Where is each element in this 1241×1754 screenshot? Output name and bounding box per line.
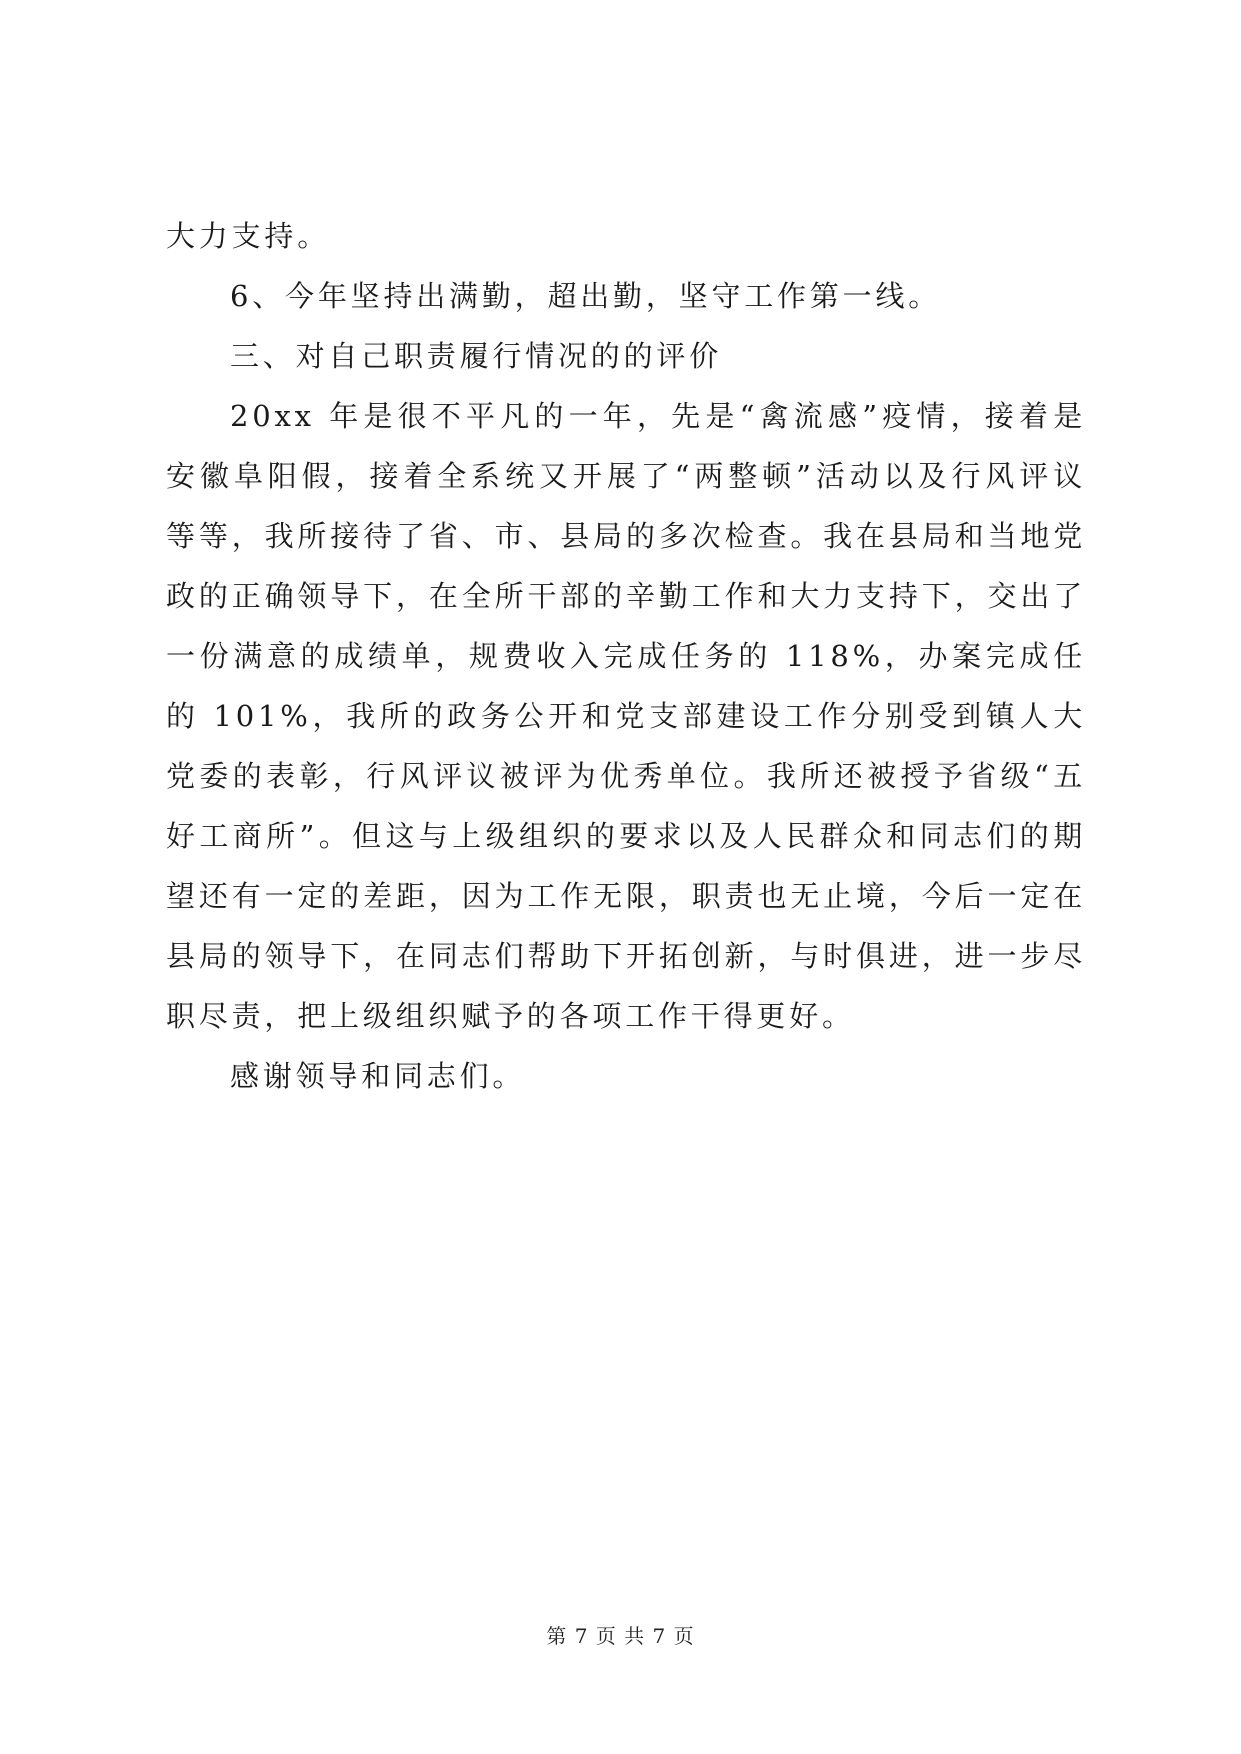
text-line: 党委的表彰，行风评议被评为优秀单位。我所还被授予省级“五 xyxy=(166,759,1086,793)
text-line: 的 101%，我所的政务公开和党支部建设工作分别受到镇人大 xyxy=(166,699,1086,733)
text-line: 大力支持。 xyxy=(166,219,331,253)
text-line: 感谢领导和同志们。 xyxy=(230,1059,526,1093)
section-heading: 三、对自己职责履行情况的的评价 xyxy=(230,339,723,373)
document-body xyxy=(166,206,1086,1106)
text-line: 一份满意的成绩单，规费收入完成任务的 118%，办案完成任 xyxy=(166,639,1086,673)
text-line: 6、今年坚持出满勤，超出勤，坚守工作第一线。 xyxy=(230,279,942,313)
text-line: 职尽责，把上级组织赋予的各项工作干得更好。 xyxy=(166,999,855,1033)
text-line: 20xx 年是很不平凡的一年，先是“禽流感”疫情，接着是 xyxy=(230,399,1086,433)
text-line: 好工商所”。但这与上级组织的要求以及人民群众和同志们的期 xyxy=(166,819,1086,853)
text-line: 等等，我所接待了省、市、县局的多次检查。我在县局和当地党 xyxy=(166,519,1086,553)
text-line: 安徽阜阳假，接着全系统又开展了“两整顿”活动以及行风评议 xyxy=(166,459,1086,493)
text-line: 县局的领导下，在同志们帮助下开拓创新，与时俱进，进一步尽 xyxy=(166,939,1086,973)
page-number: 第 7 页 共 7 页 xyxy=(546,1624,695,1648)
text-line: 望还有一定的差距，因为工作无限，职责也无止境，今后一定在 xyxy=(166,879,1086,913)
text-line: 政的正确领导下，在全所干部的辛勤工作和大力支持下，交出了 xyxy=(166,579,1086,613)
